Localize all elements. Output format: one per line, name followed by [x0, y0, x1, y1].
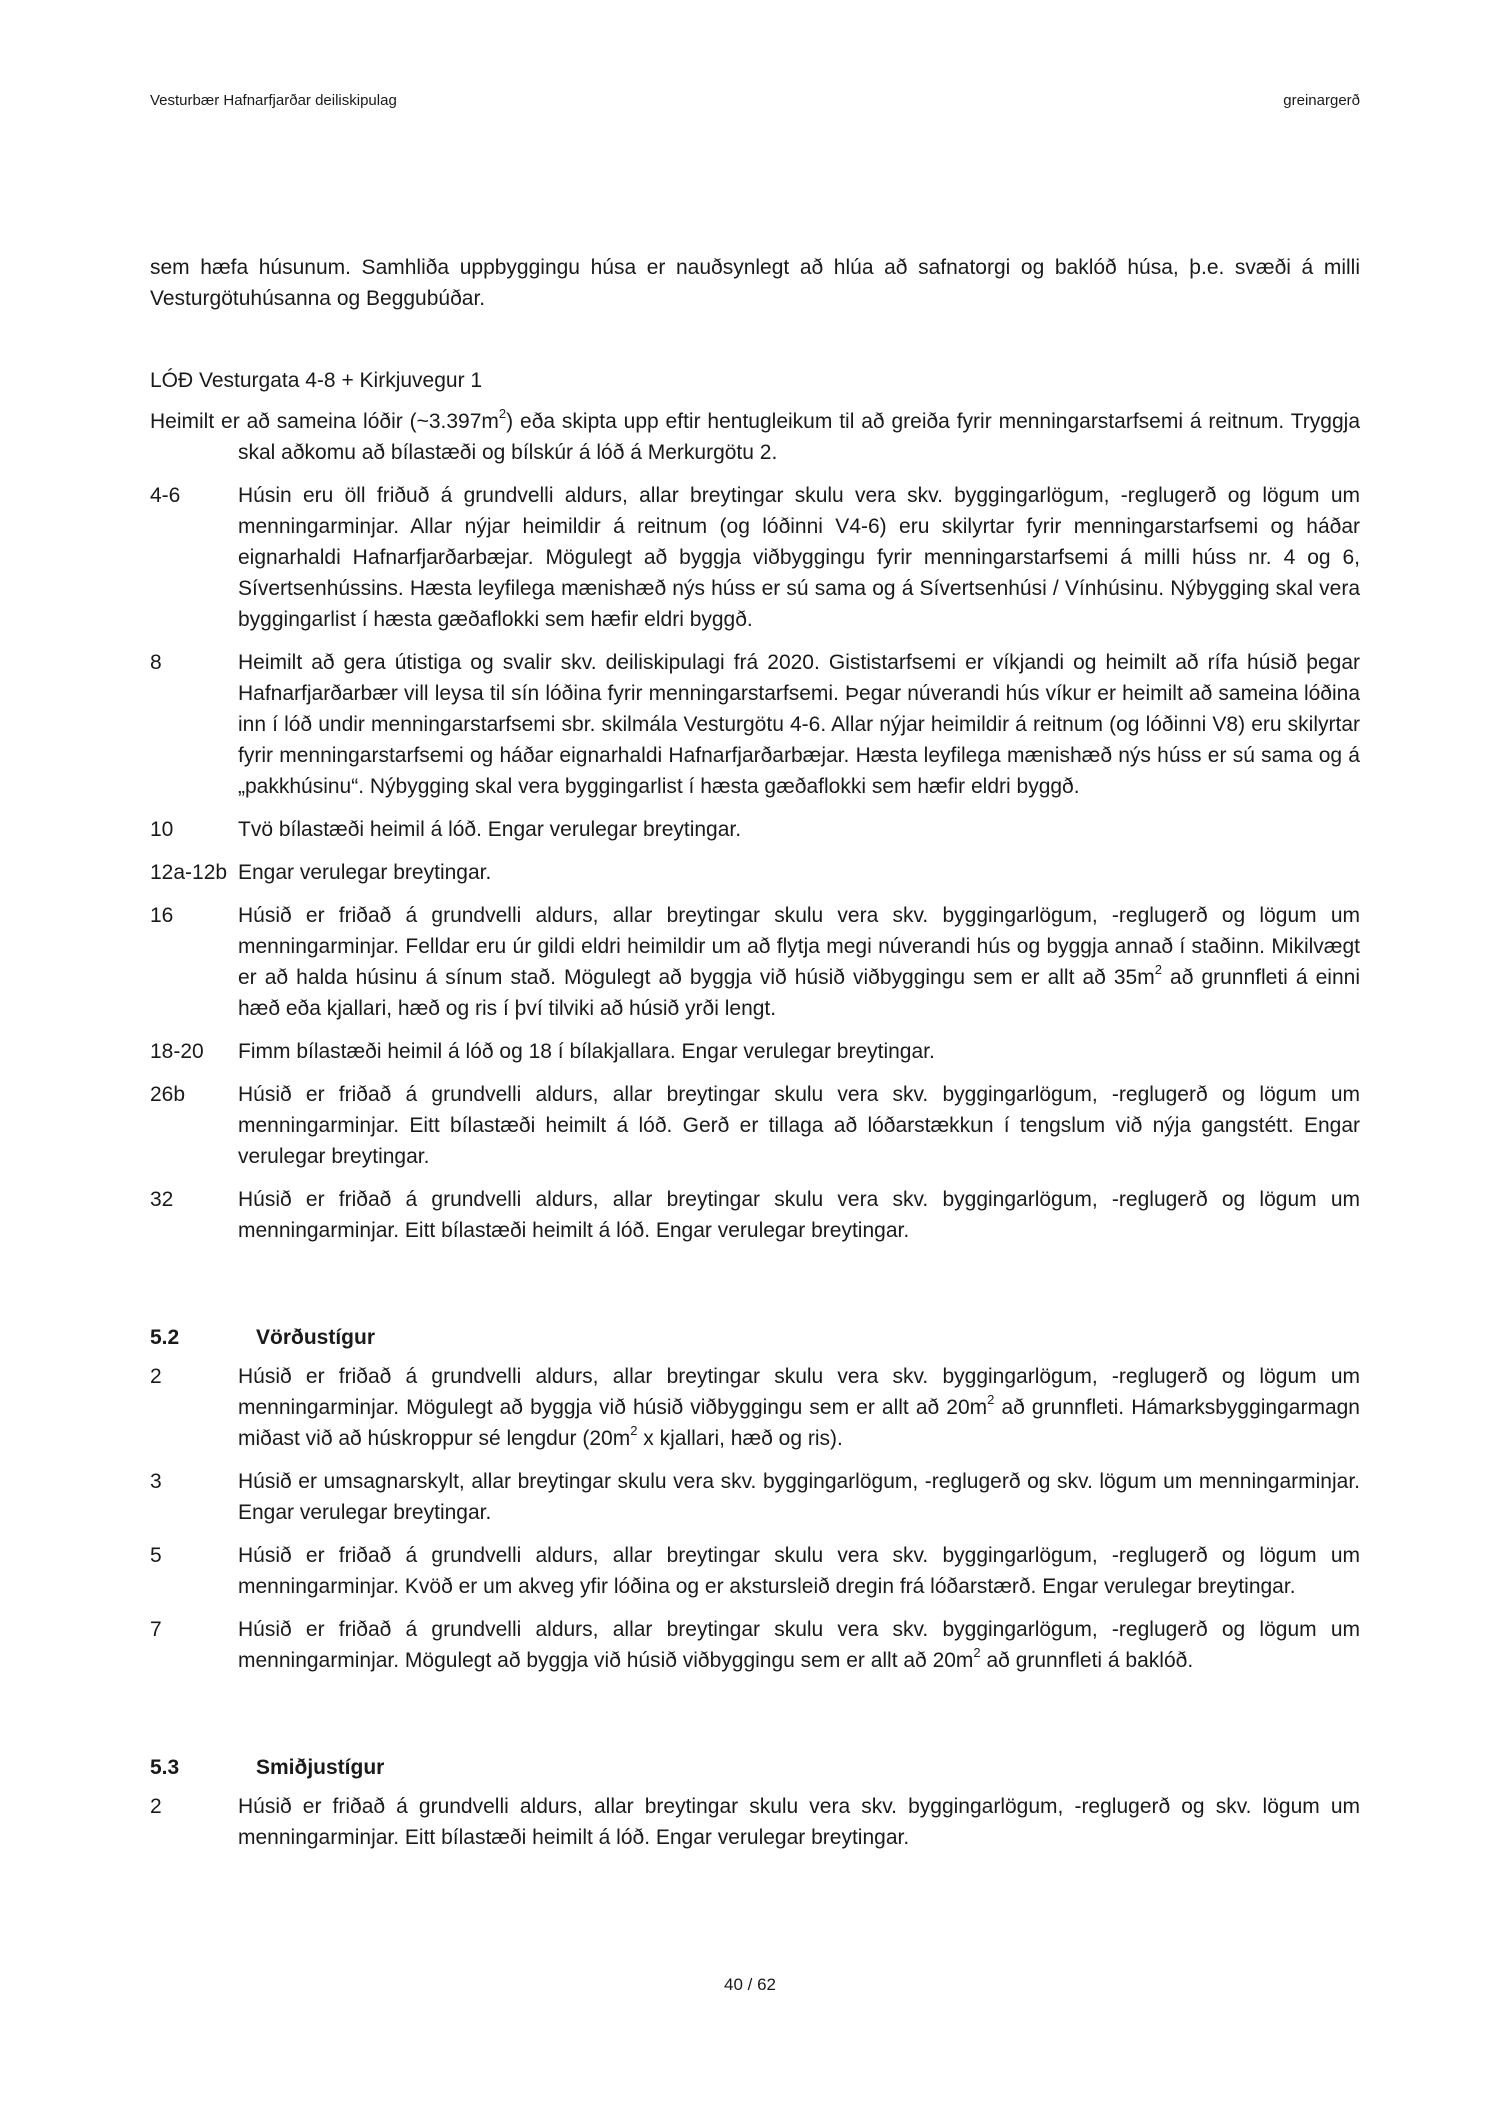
section-number: 5.3	[150, 1756, 180, 1779]
item-text: Húsið er umsagnarskylt, allar breytingar skulu vera skv. byggingarlögum, -reglugerð og skv. lögum um menningarminjar. Engar verulegar breytingar.	[238, 1470, 1360, 1524]
header-section-label: greinargerð	[1283, 92, 1360, 109]
item-text: Heimilt að gera útistiga og svalir skv. deiliskipulagi frá 2020. Gististarfsemi er víkjandi og heimilt að rífa húsið þegar Hafnarfjarðarbær vill leysa til sín lóðina fyrir menningarstarfsemi. Þegar núverandi hús víkur er heimilt að sameina lóðina inn í lóð undir menningarstarfsemi sbr. skilmála Vesturgötu 4-6. Allar nýjar heimildir á reitnum (og lóðinni V8) eru skilyrtar fyrir menningarstarfsemi og háðar eignarhaldi Hafnarfjarðarbæjar. Hæsta leyfilega mænishæð nýs húss er sú sama og á „pakkhúsinu“. Nýbygging skal vera byggingarlist í hæsta gæðaflokki sem hæfir eldri byggð.	[238, 651, 1360, 798]
item-text: Húsin eru öll friðuð á grundvelli aldurs, allar breytingar skulu vera skv. byggingarlögum, -reglugerð og lögum um menningarminjar. Allar nýjar heimildir á reitnum (og lóðinni V4-6) eru skilyrtar fyrir menningarstarfsemi og háðar eignarhaldi Hafnarfjarðarbæjar. Mögulegt að byggja viðbyggingu fyrir menningarstarfsemi á milli húss nr. 4 og 6, Sívertsenhússins. Hæsta leyfilega mænishæð nýs húss er sú sama og á Sívertsenhúsi / Vínhúsinu. Nýbygging skal vera byggingarlist í hæsta gæðaflokki sem hæfir eldri byggð.	[238, 484, 1360, 631]
section-title: Vörðustígur	[256, 1326, 375, 1349]
item-number: 32	[150, 1188, 174, 1211]
page-header	[150, 92, 1360, 109]
section-number: 5.2	[150, 1326, 180, 1349]
item-number: 4-6	[150, 484, 181, 507]
item-text: Húsið er friðað á grundvelli aldurs, allar breytingar skulu vera skv. byggingarlögum, -reglugerð og lögum um menningarminjar. Kvöð er um akveg yfir lóðina og er akstursleið dregin frá lóðarstærð. Engar verulegar breytingar.	[238, 1544, 1360, 1598]
list-item	[150, 857, 1360, 888]
item-number: 2	[150, 1795, 162, 1818]
list-item	[150, 1791, 1360, 1853]
item-number: 26b	[150, 1083, 186, 1106]
list-item	[150, 1079, 1360, 1172]
item-text: Húsið er friðað á grundvelli aldurs, allar breytingar skulu vera skv. byggingarlögum, -reglugerð og lögum um menningarminjar. Mögulegt að byggja við húsið viðbyggingu sem er allt að $20m^2$ að grunnfleti. Hámarksbyggingarmagn miðast við að húskroppur sé lengdur ($20m^2$ x kjallari, hæð og ris).	[238, 1365, 1360, 1450]
item-text: Engar verulegar breytingar.	[238, 861, 492, 884]
list-item	[150, 647, 1360, 802]
list-item	[150, 1466, 1360, 1528]
intro-paragraph: sem hæfa húsunum. Samhliða uppbyggingu húsa er nauðsynlegt að hlúa að safnatorgi og baklóð húsa, þ.e. svæði á milli Vesturgötuhúsanna og Beggubúðar.	[150, 256, 1360, 310]
section-title: Smiðjustígur	[256, 1756, 385, 1779]
item-number: 16	[150, 904, 174, 927]
item-number: 5	[150, 1544, 162, 1567]
item-number: 12a-12b	[150, 861, 228, 884]
list-item	[150, 1036, 1360, 1067]
item-text: Húsið er friðað á grundvelli aldurs, allar breytingar skulu vera skv. byggingarlögum, -reglugerð og skv. lögum um menningarminjar. Eitt bílastæði heimilt á lóð. Engar verulegar breytingar.	[238, 1795, 1360, 1849]
item-text: Húsið er friðað á grundvelli aldurs, allar breytingar skulu vera skv. byggingarlögum, -reglugerð og lögum um menningarminjar. Felldar eru úr gildi eldri heimildir um að flytja megi núverandi hús og byggja annað í staðinn. Mikilvægt er að halda húsinu á sínum stað. Mögulegt að byggja við húsið viðbyggingu sem er allt að $35m^2$ að grunnfleti á einni hæð eða kjallari, hæð og ris í því tilviki að húsið yrði lengt.	[238, 904, 1360, 1020]
item-text: Húsið er friðað á grundvelli aldurs, allar breytingar skulu vera skv. byggingarlögum, -reglugerð og lögum um menningarminjar. Mögulegt að byggja við húsið viðbyggingu sem er allt að $20m^2$ að grunnfleti á baklóð.	[238, 1618, 1360, 1672]
list-item	[150, 1361, 1360, 1454]
item-text: Tvö bílastæði heimil á lóð. Engar verulegar breytingar.	[238, 818, 742, 841]
item-number: 18-20	[150, 1040, 204, 1063]
item-number: 7	[150, 1618, 162, 1641]
list-item	[150, 1184, 1360, 1246]
list-item	[150, 480, 1360, 635]
page-content	[150, 252, 1360, 1865]
header-document-title: Vesturbær Hafnarfjarðar deiliskipulag	[150, 92, 397, 109]
list-item	[150, 814, 1360, 845]
item-text: Húsið er friðað á grundvelli aldurs, allar breytingar skulu vera skv. byggingarlögum, -reglugerð og lögum um menningarminjar. Eitt bílastæði heimilt á lóð. Gerð er tillaga að lóðarstækkun í tengslum við nýja gangstétt. Engar verulegar breytingar.	[238, 1083, 1360, 1168]
section-heading-5-2	[150, 1322, 1360, 1353]
item-number: 10	[150, 818, 174, 841]
page-number: 40 / 62	[724, 1975, 776, 1994]
lod-title: LÓÐ Vesturgata 4-8 + Kirkjuvegur 1	[150, 369, 483, 392]
item-text: Húsið er friðað á grundvelli aldurs, allar breytingar skulu vera skv. byggingarlögum, -reglugerð og lögum um menningarminjar. Eitt bílastæði heimilt á lóð. Engar verulegar breytingar.	[238, 1188, 1360, 1242]
item-number: 8	[150, 651, 162, 674]
section-heading-5-3	[150, 1752, 1360, 1783]
list-item	[150, 1614, 1360, 1676]
item-text: Fimm bílastæði heimil á lóð og 18 í bílakjallara. Engar verulegar breytingar.	[238, 1040, 935, 1063]
list-item	[150, 1540, 1360, 1602]
item-number: 3	[150, 1470, 162, 1493]
list-item	[150, 900, 1360, 1024]
lod-paragraph: Heimilt er að sameina lóðir $(\sim 3.397m^2)$ eða skipta upp eftir hentugleikum til að greiða fyrir menningarstarfsemi á reitnum. Tryggja skal aðkomu að bílastæði og bílskúr á lóð á Merkurgötu 2.	[150, 406, 1360, 464]
item-number: 2	[150, 1365, 162, 1388]
